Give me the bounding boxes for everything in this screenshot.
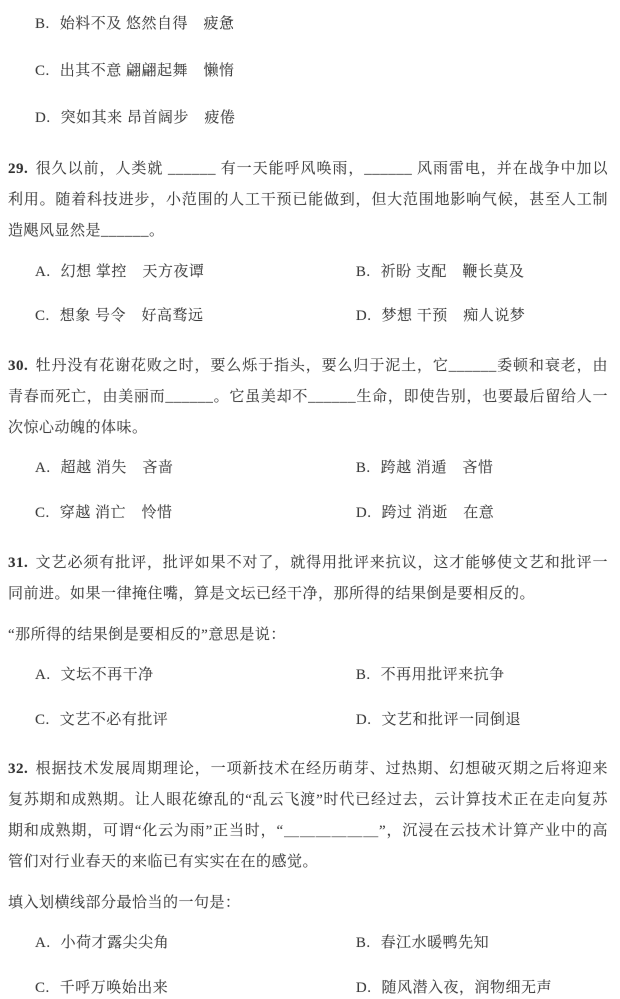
question-stem-text: 文艺必须有批评，批评如果不对了，就得用批评来抗议，这才能够使文艺和批评一同前进。如果一律掩住嘴，算是文坛已经干净，那所得的结果倒是要相反的。 <box>8 555 608 602</box>
question-31-options <box>8 665 608 732</box>
answer-option-a <box>35 458 356 480</box>
answer-option-d <box>356 978 608 999</box>
answer-option-a <box>35 665 356 687</box>
option-letter: B. <box>356 665 371 687</box>
option-text: 春江水暖鸭先知 <box>381 933 490 955</box>
option-row <box>8 306 608 328</box>
option-letter: D. <box>35 108 51 130</box>
option-text: 文艺和批评一同倒退 <box>381 710 521 732</box>
answer-option-c <box>35 503 356 525</box>
question-32-fill-prompt: 填入划横线部分最恰当的一句是： <box>8 892 608 915</box>
answer-option-d <box>356 503 608 525</box>
option-letter: A. <box>35 458 51 480</box>
option-letter: D. <box>356 978 372 999</box>
option-letter: C. <box>35 306 50 328</box>
option-letter: A. <box>35 262 51 284</box>
option-text: 超越 消失 吝啬 <box>61 458 174 480</box>
option-letter: C. <box>35 978 50 999</box>
option-letter: C. <box>35 710 50 732</box>
option-row <box>8 503 608 525</box>
option-text: 跨越 消遁 吝惜 <box>381 458 494 480</box>
option-letter: A. <box>35 933 51 955</box>
option-cell <box>35 108 356 130</box>
question-number: 29. <box>8 161 28 177</box>
answer-option-c <box>8 61 608 83</box>
option-letter: C. <box>35 503 50 525</box>
option-text: 文艺不必有批评 <box>60 710 169 732</box>
option-row <box>8 665 608 687</box>
option-text: 文坛不再干净 <box>61 665 154 687</box>
answer-option-d <box>8 108 608 130</box>
question-31-stem <box>8 548 608 610</box>
option-letter: B. <box>356 458 371 480</box>
option-text: 小荷才露尖尖角 <box>61 933 170 955</box>
option-cell <box>35 61 356 83</box>
answer-option-a <box>35 933 356 955</box>
option-letter: B. <box>356 262 371 284</box>
answer-option-c <box>35 306 356 328</box>
answer-option-c <box>35 978 356 999</box>
question-stem-text: 牡丹没有花谢花败之时，要么烁于指头，要么归于泥土，它______委顿和衰老，由青春而死亡，由美丽而______。它虽美却不______生命，即使告别，也要最后留给人一次惊心动魄的体味。 <box>8 358 608 436</box>
question-32-options <box>8 933 608 999</box>
option-letter: D. <box>356 503 372 525</box>
option-letter: A. <box>35 665 51 687</box>
option-letter: D. <box>356 710 372 732</box>
option-row <box>8 458 608 480</box>
option-text: 梦想 干预 痴人说梦 <box>381 306 525 328</box>
question-32-stem <box>8 754 608 877</box>
question-31-subprompt: “那所得的结果倒是要相反的”意思是说： <box>8 624 608 647</box>
option-letter: D. <box>356 306 372 328</box>
option-text: 出其不意 翩翩起舞 懒惰 <box>60 61 235 83</box>
option-row <box>8 933 608 955</box>
answer-option-b <box>356 458 608 480</box>
option-letter: B. <box>356 933 371 955</box>
option-row <box>8 710 608 732</box>
question-29-options <box>8 262 608 329</box>
option-text: 始料不及 悠然自得 疲惫 <box>60 14 235 36</box>
option-text: 跨过 消逝 在意 <box>381 503 494 525</box>
question-number: 31. <box>8 555 28 571</box>
question-30-options <box>8 458 608 525</box>
question-stem-text: 很久以前，人类就 ______ 有一天能呼风唤雨，______ 风雨雷电，并在战争中加以利用。随着科技进步，小范围的人工干预已能做到，但大范围地影响气候，甚至人工制造飓风显然是______。 <box>8 161 608 239</box>
option-text: 不再用批评来抗争 <box>381 665 505 687</box>
option-text: 穿越 消亡 怜惜 <box>60 503 173 525</box>
option-text: 祈盼 支配 鞭长莫及 <box>381 262 525 284</box>
option-text: 随风潜入夜，润物细无声 <box>381 978 552 999</box>
answer-option-c <box>35 710 356 732</box>
option-letter: C. <box>35 61 50 83</box>
question-29 <box>8 154 608 328</box>
answer-option-b <box>356 933 608 955</box>
answer-option-d <box>356 306 608 328</box>
option-letter: B. <box>35 14 50 36</box>
question-32 <box>8 754 608 999</box>
question-30-stem <box>8 351 608 443</box>
option-row <box>8 262 608 284</box>
question-number: 32. <box>8 761 28 777</box>
option-row <box>8 978 608 999</box>
answer-option-a <box>35 262 356 284</box>
question-31 <box>8 548 608 732</box>
option-text: 千呼万唤始出来 <box>60 978 169 999</box>
answer-option-b <box>356 262 608 284</box>
option-text: 想象 号令 好高骛远 <box>60 306 204 328</box>
question-number: 30. <box>8 358 28 374</box>
previous-question-options <box>8 14 608 129</box>
option-cell <box>35 14 356 36</box>
question-29-stem <box>8 154 608 246</box>
question-stem-text: 根据技术发展周期理论，一项新技术在经历萌芽、过热期、幻想破灭期之后将迎来复苏期和成熟期。让人眼花缭乱的“乱云飞渡”时代已经过去，云计算技术正在走向复苏期和成熟期，可谓“化云为雨”正当时，“＿＿＿＿＿＿”，沉浸在云技术计算产业中的高管们对行业春天的来临已有实实在在的感觉。 <box>8 761 608 869</box>
option-text: 幻想 掌控 天方夜谭 <box>61 262 205 284</box>
answer-option-d <box>356 710 608 732</box>
answer-option-b <box>356 665 608 687</box>
option-text: 突如其来 昂首阔步 疲倦 <box>61 108 236 130</box>
answer-option-b <box>8 14 608 36</box>
question-30 <box>8 351 608 525</box>
